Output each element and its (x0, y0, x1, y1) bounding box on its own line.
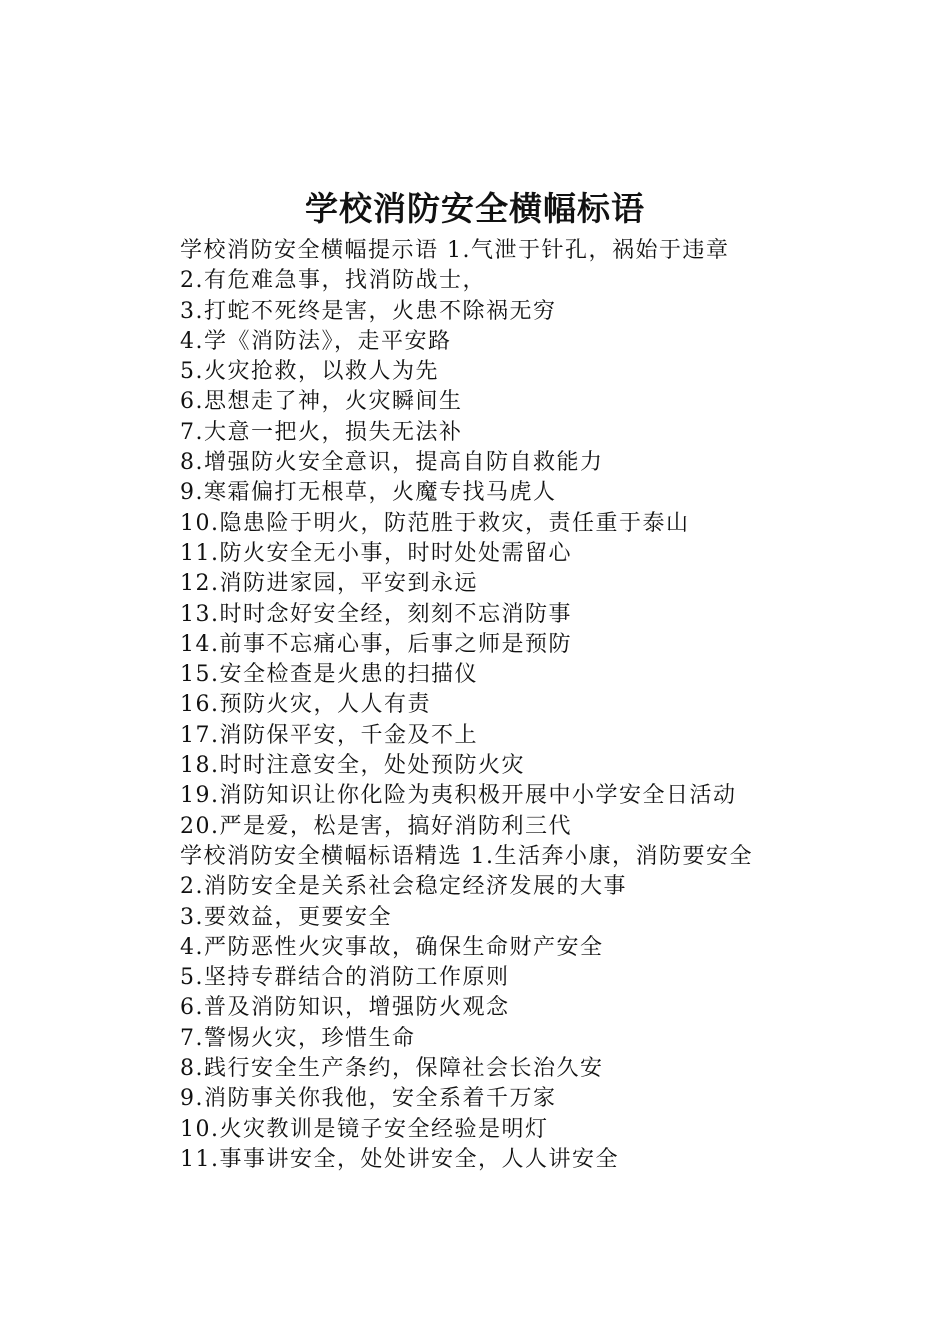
text-line: 17.消防保平安，千金及不上 (180, 722, 478, 748)
text-line: 10.火灾教训是镜子安全经验是明灯 (180, 1116, 549, 1142)
text-line: 8.增强防火安全意识，提高自防自救能力 (180, 450, 604, 476)
text-line: 9.消防事关你我他，安全系着千万家 (180, 1086, 557, 1112)
text-line: 5.坚持专群结合的消防工作原则 (180, 965, 510, 991)
text-line: 14.前事不忘痛心事，后事之师是预防 (180, 631, 572, 657)
text-line: 6.普及消防知识，增强防火观念 (180, 995, 510, 1021)
text-line: 6.思想走了神，火灾瞬间生 (180, 389, 463, 415)
text-line: 4.学《消防法》，走平安路 (180, 328, 452, 354)
text-line: 12.消防进家园，平安到永远 (180, 571, 478, 597)
text-line: 学校消防安全横幅提示语 1.气泄于针孔，祸始于违章 (180, 238, 730, 263)
text-line: 5.火灾抢救，以救人为先 (180, 359, 439, 385)
document-title: 学校消防安全横幅标语 (305, 189, 645, 228)
text-line: 20.严是爱，松是害，搞好消防利三代 (180, 813, 572, 839)
text-line: 3.打蛇不死终是害，火患不除祸无穷 (180, 298, 557, 324)
text-line: 2.消防安全是关系社会稳定经济发展的大事 (180, 874, 627, 900)
text-line: 19.消防知识让你化险为夷积极开展中小学安全日活动 (180, 783, 737, 809)
text-line: 13.时时念好安全经，刻刻不忘消防事 (180, 601, 572, 627)
text-line: 11.事事讲安全，处处讲安全，人人讲安全 (180, 1146, 619, 1172)
text-line: 学校消防安全横幅标语精选 1.生活奔小康，消防要安全 (180, 843, 753, 869)
text-line: 9.寒霜偏打无根草，火魔专找马虎人 (180, 480, 557, 506)
text-line: 7.警惕火灾，珍惜生命 (180, 1025, 416, 1051)
text-line: 4.严防恶性火灾事故，确保生命财产安全 (180, 934, 604, 960)
text-line: 11.防火安全无小事，时时处处需留心 (180, 540, 572, 566)
text-line: 10.隐患险于明火，防范胜于救灾，责任重于泰山 (180, 510, 690, 536)
text-line: 2.有危难急事，找消防战士， (180, 268, 486, 294)
text-line: 18.时时注意安全，处处预防火灾 (180, 753, 525, 779)
text-line: 7.大意一把火，损失无法补 (180, 419, 463, 445)
slogan-list (180, 236, 920, 1175)
text-line: 15.安全检查是火患的扫描仪 (180, 662, 478, 688)
text-line: 8.践行安全生产条约，保障社会长治久安 (180, 1056, 604, 1082)
text-line: 3.要效益，更要安全 (180, 904, 392, 930)
text-line: 16.预防火灾，人人有责 (180, 692, 431, 718)
